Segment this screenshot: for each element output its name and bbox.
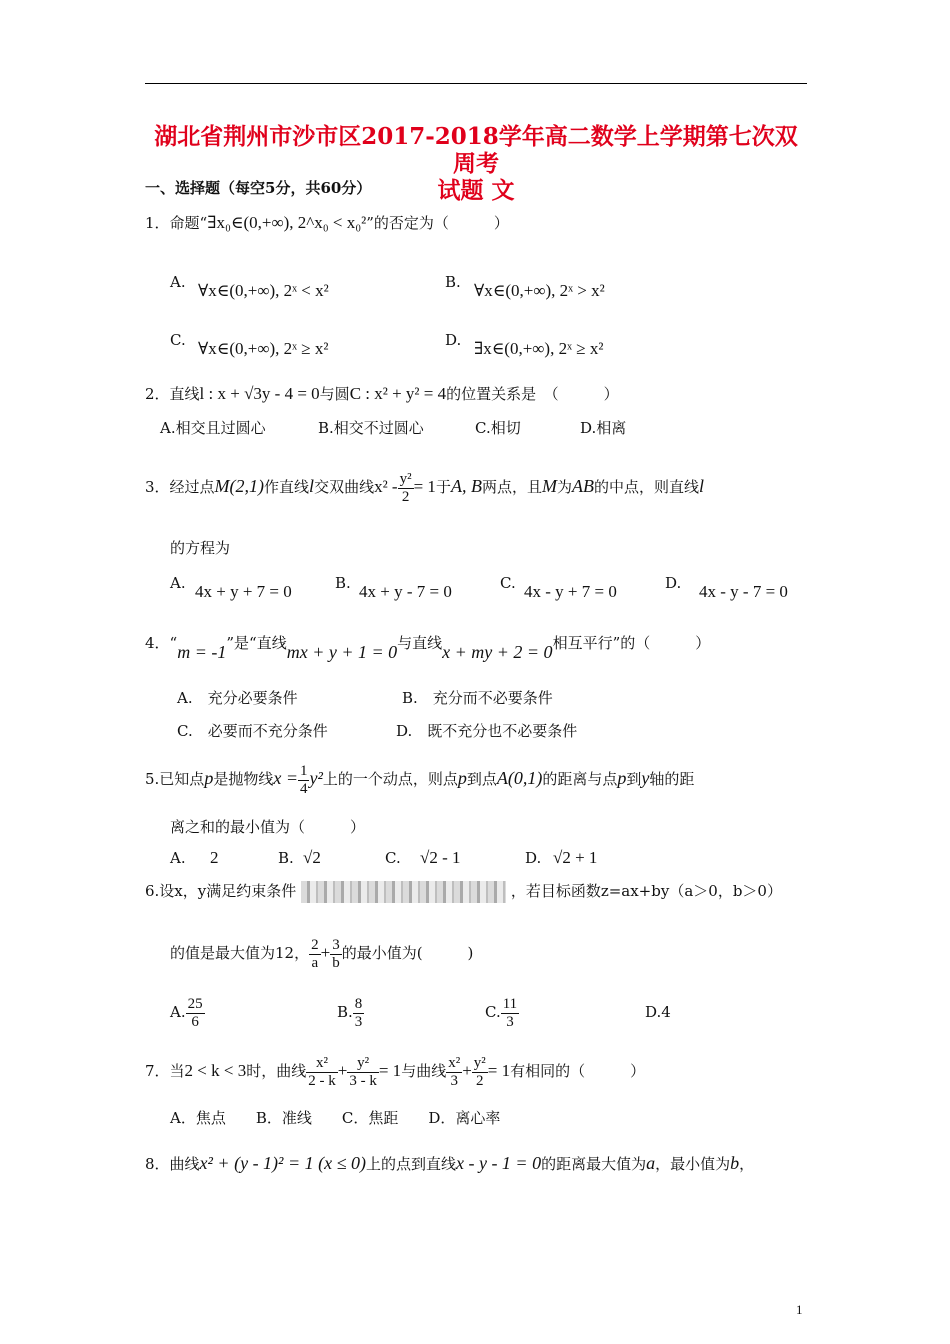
q8-t5: ， xyxy=(739,1155,755,1173)
q1-prefix: 1．命题“ xyxy=(145,214,208,232)
q1-suffix: ”的否定为（ ） xyxy=(366,214,509,232)
question-7-stem xyxy=(145,1050,645,1092)
q7-eq: = 1 xyxy=(378,1061,402,1080)
q3-point: M(2,1) xyxy=(214,476,265,496)
q3-option-a: 4x + y + 7 = 0 xyxy=(195,582,292,601)
q3-t2: 作直线 xyxy=(264,478,310,496)
q3-line-2: 的方程为 xyxy=(170,539,231,557)
q1-option-d-label: D. xyxy=(445,331,462,349)
q6-f2d: b xyxy=(332,954,340,971)
q3-l2: l xyxy=(699,476,705,496)
q3-t5: 两点，且 xyxy=(481,478,542,496)
q2-option-c: C.相切 xyxy=(475,419,521,437)
q6-f1n: 2 xyxy=(311,936,319,953)
q3-ab: A, B xyxy=(450,476,482,496)
q4-option-d: D. 既不充分也不必要条件 xyxy=(396,722,578,740)
q7-eq-2: = 1 xyxy=(487,1061,511,1080)
q1-option-c-label: C. xyxy=(170,331,186,349)
q4-option-a: A. 充分必要条件 xyxy=(177,689,298,707)
q6-a-num: 25 xyxy=(187,995,203,1012)
q4-t2: ”是“直线 xyxy=(226,634,287,652)
question-1-stem xyxy=(145,213,509,233)
q6-frac-2 xyxy=(330,937,342,972)
page-number: 1 xyxy=(796,1302,803,1317)
q8-t3: 的距离最大值为 xyxy=(541,1155,647,1173)
q7-cond: 2 < k < 3 xyxy=(184,1061,247,1080)
q5-option-a-label: A. xyxy=(170,849,186,867)
question-6-stem xyxy=(145,881,782,903)
q7-t1: 7．当 xyxy=(145,1062,185,1080)
q3-hyp-num: y² xyxy=(399,470,412,487)
q5-fd: 4 xyxy=(299,780,308,797)
q3-t3: 交双曲线 xyxy=(314,478,375,496)
q6-t1: 6.设x，y满足约束条件 xyxy=(145,882,297,900)
q1-math: ∃x₀∈(0,+∞), 2^x₀ < x₀² xyxy=(207,213,367,232)
q5-fraction xyxy=(298,763,310,798)
q3-hyp-right: = 1 xyxy=(413,477,436,496)
q4-t3: 与直线 xyxy=(397,634,443,652)
q7-t4: 有相同的（ ） xyxy=(510,1062,646,1080)
q2-option-d: D.相离 xyxy=(580,419,627,437)
q4-line1: mx + y + 1 = 0 xyxy=(286,642,398,662)
q1-option-a: ∀x∈(0,+∞), 2ˣ < x² xyxy=(198,281,329,300)
q4-cond: m = -1 xyxy=(177,642,227,662)
q5-option-c: √2 - 1 xyxy=(420,848,461,867)
q2-option-b: B.相交不过圆心 xyxy=(318,419,424,437)
q5-t7: 轴的距 xyxy=(649,770,695,788)
q2-option-a: A.相交且过圆心 xyxy=(160,419,266,437)
q5-t3: 上的一个动点，则点 xyxy=(322,770,458,788)
q4-line2: x + my + 2 = 0 xyxy=(442,642,553,662)
q3-hyp-left: x² - xyxy=(374,477,398,496)
q6-f1d: a xyxy=(311,954,319,971)
q3-l: l xyxy=(309,476,315,496)
q2-circle: C : x² + y² = 4 xyxy=(349,384,447,403)
q5-option-d: √2 + 1 xyxy=(553,848,598,867)
q7-c3n: x² xyxy=(448,1054,461,1071)
q1-option-a-label: A. xyxy=(170,273,186,291)
q3-option-a-label: A. xyxy=(170,574,186,592)
q6-frac-1 xyxy=(309,937,321,972)
q7-c1n: x² xyxy=(306,1055,338,1073)
q7-c4d: 2 xyxy=(476,1072,484,1089)
q6-c-den: 3 xyxy=(506,1013,514,1030)
q5-t2: 是抛物线 xyxy=(213,770,274,788)
q8-b: b xyxy=(730,1153,740,1173)
question-8-stem xyxy=(145,1148,754,1179)
q8-t4: ，最小值为 xyxy=(655,1155,731,1173)
q6-line-2 xyxy=(170,933,473,973)
q6-c-label: C. xyxy=(485,1003,501,1021)
q6-c-num: 11 xyxy=(502,995,518,1012)
q6-option-d: D.4 xyxy=(645,1003,671,1021)
q6-b-num: 8 xyxy=(354,995,363,1012)
q6-plus: + xyxy=(320,943,331,962)
q7-t2: 时，曲线 xyxy=(246,1062,307,1080)
q6-l2a: 的值是最大值为12， xyxy=(170,944,310,962)
q5-option-a: 2 xyxy=(210,848,219,867)
q3-option-d: 4x - y - 7 = 0 xyxy=(699,582,788,601)
q5-p: p xyxy=(204,768,214,788)
q1-option-b-label: B. xyxy=(445,273,461,291)
question-4-stem xyxy=(145,632,711,662)
question-2-stem xyxy=(145,384,619,404)
q2-prefix: 2．直线 xyxy=(145,385,200,403)
q5-p2: p xyxy=(457,768,467,788)
q7-c1d: 2 - k xyxy=(308,1072,336,1089)
constraint-system-image xyxy=(301,881,506,903)
q8-curve: x² + (y - 1)² = 1 (x ≤ 0) xyxy=(199,1153,366,1173)
q7-c2d: 3 - k xyxy=(349,1072,377,1089)
q2-mid: 与圆 xyxy=(319,385,350,403)
q3-t6: 为 xyxy=(556,478,572,496)
q5-A: A(0,1) xyxy=(496,768,543,788)
q6-t2: ，若目标函数z=ax+by（a＞0，b＞0） xyxy=(510,882,782,900)
q4-t1: 4．“ xyxy=(145,634,178,652)
q7-plus-2: + xyxy=(462,1061,472,1080)
q3-option-d-label: D. xyxy=(665,574,682,592)
header-rule xyxy=(145,83,807,84)
q3-hyp-den: 2 xyxy=(401,488,410,505)
q5-p3: p xyxy=(617,768,627,788)
q3-AB: AB xyxy=(571,476,594,496)
q4-option-c: C. 必要而不充分条件 xyxy=(177,722,328,740)
q6-option-c xyxy=(485,992,519,1032)
q3-t7: 的中点，则直线 xyxy=(593,478,699,496)
q5-t1: 5.已知点 xyxy=(145,770,205,788)
q5-t4: 到点 xyxy=(466,770,497,788)
q6-l2b: 的最小值为( ) xyxy=(341,944,474,962)
q6-b-den: 3 xyxy=(354,1013,363,1030)
q3-hyp-fraction xyxy=(398,471,414,506)
q6-option-a xyxy=(170,992,205,1032)
q1-option-b: ∀x∈(0,+∞), 2ˣ > x² xyxy=(474,281,605,300)
q4-option-b: B. 充分而不必要条件 xyxy=(402,689,553,707)
q3-m: M xyxy=(541,476,557,496)
q6-option-b xyxy=(337,992,364,1032)
q6-a-label: A. xyxy=(170,1003,186,1021)
q5-option-b: √2 xyxy=(303,848,321,867)
q3-option-b-label: B. xyxy=(335,574,351,592)
q5-option-b-label: B. xyxy=(278,849,294,867)
q1-option-c: ∀x∈(0,+∞), 2ˣ ≥ x² xyxy=(198,339,329,358)
title-line-1: 湖北省荆州市沙市区2017-2018学年高二数学上学期第七次双周考 xyxy=(154,123,798,177)
q5-option-d-label: D. xyxy=(525,849,542,867)
q5-line-2: 离之和的最小值为（ ） xyxy=(170,818,366,836)
q5-xeq: x = xyxy=(273,768,298,788)
q5-fn: 1 xyxy=(299,762,308,779)
q6-f2n: 3 xyxy=(332,936,340,953)
q5-option-c-label: C. xyxy=(385,849,401,867)
q8-t1: 8．曲线 xyxy=(145,1155,200,1173)
q1-option-d: ∃x∈(0,+∞), 2ˣ ≥ x² xyxy=(474,339,604,358)
q8-line: x - y - 1 = 0 xyxy=(455,1153,542,1173)
q2-suffix: 的位置关系是 （ ） xyxy=(446,385,619,403)
q8-t2: 上的点到直线 xyxy=(365,1155,456,1173)
q5-y: y xyxy=(641,768,650,788)
question-5-stem xyxy=(145,760,694,798)
q7-c4n: y² xyxy=(473,1054,486,1071)
title-line-2: 试题 文 xyxy=(437,177,515,204)
q7-options: A．焦点 B．准线 C．焦距 D．离心率 xyxy=(170,1109,501,1127)
q4-t4: 相互平行”的（ ） xyxy=(552,634,711,652)
q3-t1: 3．经过点 xyxy=(145,478,215,496)
q3-option-c: 4x - y + 7 = 0 xyxy=(524,582,617,601)
section-heading: 一、选择题（每空5分，共60分） xyxy=(145,179,372,197)
q5-t5: 的距离与点 xyxy=(542,770,618,788)
q7-c3d: 3 xyxy=(450,1072,458,1089)
q7-plus: + xyxy=(337,1061,348,1080)
q8-a: a xyxy=(646,1153,656,1173)
q3-option-b: 4x + y - 7 = 0 xyxy=(359,582,452,601)
q3-t4: 于 xyxy=(435,478,451,496)
q3-option-c-label: C. xyxy=(500,574,516,592)
question-3-stem xyxy=(145,463,704,510)
q5-t6: 到 xyxy=(626,770,642,788)
q7-t3: 与曲线 xyxy=(401,1062,447,1080)
q2-line: l : x + √3y - 4 = 0 xyxy=(199,384,320,403)
q6-a-den: 6 xyxy=(191,1013,199,1030)
q7-c2n: y² xyxy=(347,1055,379,1073)
q5-y2: y² xyxy=(309,768,323,788)
q6-b-label: B. xyxy=(337,1003,353,1021)
